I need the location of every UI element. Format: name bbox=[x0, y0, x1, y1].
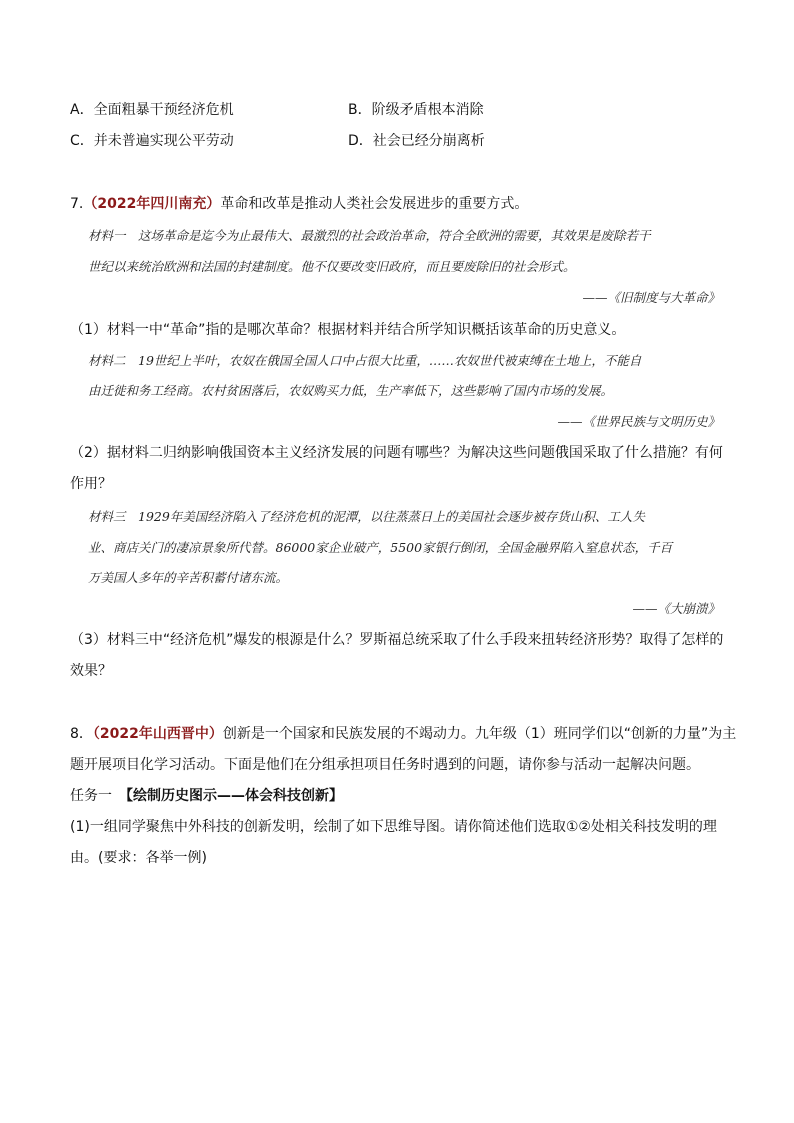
task-1-label: 任务一 bbox=[70, 788, 126, 804]
material-1-citation: ——《旧制度与大革命》 bbox=[582, 290, 720, 305]
material-1-line-2: 世纪以来统治欧洲和法国的封建制度。他不仅要改变旧政府，而且要废除旧的社会形式。 bbox=[88, 259, 576, 274]
material-1-line-1: 材料一 这场革命是迄今为止最伟大、最激烈的社会政治革命，符合全欧洲的需要，其效果是废除若干 bbox=[88, 228, 651, 243]
question-7-sub-2-line-1: （2）据材料二归纳影响俄国资本主义经济发展的问题有哪些？为解决这些问题俄国采取了什么措施？有何 bbox=[70, 445, 723, 461]
material-2-line-2: 由迁徙和务工经商。农村贫困落后，农奴购买力低，生产率低下，这些影响了国内市场的发展。 bbox=[88, 383, 614, 398]
option-a: A．全面粗暴干预经济危机 bbox=[70, 102, 234, 118]
question-8-text: 创新是一个国家和民族发展的不竭动力。九年级（1）班同学们以“创新的力量”为主 bbox=[222, 726, 737, 742]
question-8-stem-line-1 bbox=[70, 724, 736, 744]
question-7-text: 革命和改革是推动人类社会发展进步的重要方式。 bbox=[220, 196, 529, 212]
question-8-sub-1-line-1: (1)一组同学聚焦中外科技的创新发明，绘制了如下思维导图。请你简述他们选取①②处相关科技发明的理 bbox=[70, 819, 717, 835]
material-3-line-2: 业、商店关门的凄凉景象所代替。86000家企业破产，5500家银行倒闭，全国金融界陷入窒息状态，千百 bbox=[88, 540, 673, 555]
question-8-source: （2022年山西晋中） bbox=[92, 726, 223, 742]
question-7-source: （2022年四川南充） bbox=[83, 196, 221, 212]
option-d: D．社会已经分崩离析 bbox=[348, 133, 485, 149]
task-1-title: 【绘制历史图示——体会科技创新】 bbox=[126, 788, 343, 804]
question-7-sub-1: （1）材料一中“革命”指的是哪次革命？根据材料并结合所学知识概括该革命的历史意义。 bbox=[70, 322, 626, 338]
material-2-citation: ——《世界民族与文明历史》 bbox=[557, 414, 720, 429]
question-8-sub-1-line-2: 由。(要求：各举一例) bbox=[70, 850, 207, 866]
question-7-sub-2-line-2: 作用？ bbox=[70, 476, 112, 492]
material-3-citation: ——《大崩溃》 bbox=[632, 601, 720, 616]
option-c: C．并未普遍实现公平劳动 bbox=[70, 133, 234, 149]
question-8-stem-line-2: 题开展项目化学习活动。下面是他们在分组承担项目任务时遇到的问题，请你参与活动一起解决问题。 bbox=[70, 757, 700, 773]
question-7-number: 7. bbox=[70, 196, 84, 212]
material-3-line-3: 万美国人多年的辛苦积蓄付诸东流。 bbox=[88, 570, 289, 585]
material-3-line-1: 材料三 1929年美国经济陷入了经济危机的泥潭，以往蒸蒸日上的美国社会逐步被存货山积、工人失 bbox=[88, 509, 645, 524]
question-7-sub-3-line-2: 效果？ bbox=[70, 663, 112, 679]
question-7-sub-3-line-1: （3）材料三中“经济危机”爆发的根源是什么？罗斯福总统采取了什么手段来扭转经济形势？取得了怎样的 bbox=[70, 632, 724, 648]
material-2-line-1: 材料二 19世纪上半叶，农奴在俄国全国人口中占很大比重，……农奴世代被束缚在土地上，不能自 bbox=[88, 353, 642, 368]
option-b: B．阶级矛盾根本消除 bbox=[348, 102, 484, 118]
task-1-heading bbox=[70, 786, 343, 806]
question-7-stem bbox=[70, 194, 528, 214]
question-8-number: 8． bbox=[70, 726, 93, 742]
